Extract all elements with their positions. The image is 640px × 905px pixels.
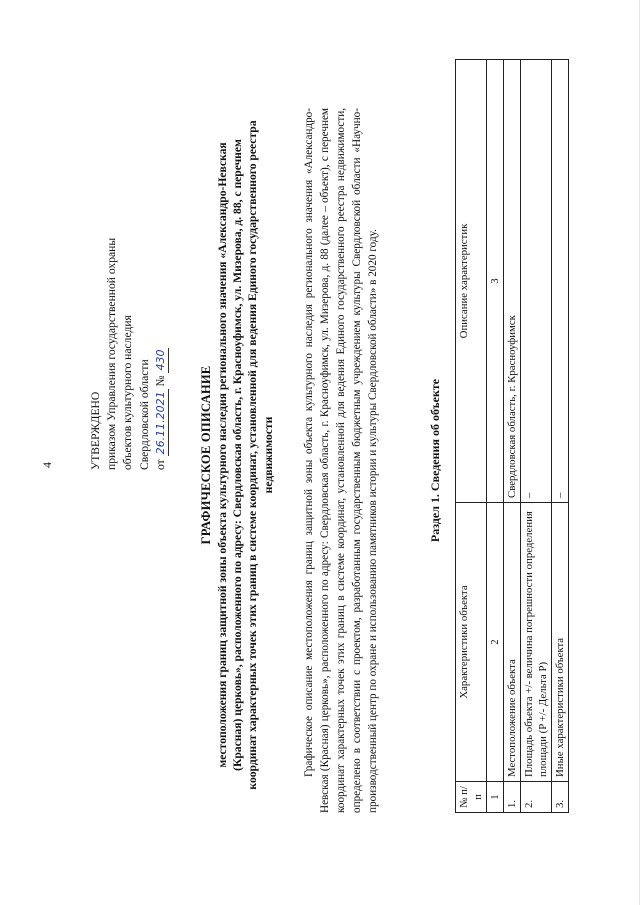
header-cell: Характеристики объекта [456, 503, 487, 782]
column-number: 1 [487, 782, 504, 813]
approval-line-2: объектов культурного наследия [121, 315, 135, 470]
object-info-table [455, 59, 569, 813]
row-description: Свердловская область, г. Красноуфимск [504, 60, 521, 503]
table-header-row [456, 60, 487, 813]
body-paragraph: Графическое описание местоположения границ защитной зоны объекта культурного наследия регионального значения «Александро-Невская (Красная) церковь», расположенного по адресу: Свердловская область, г. Красноуфимск, ул. Мизерова, д. 88 (далее – объект), с перечнем координат характерных точек этих границ в системе координат, установленной для ведения Единого государственного реестра недвижимости, определено в соответствии с проектом, разработанным государственным бюджетным учреждением культуры Свердловской области «Научно-производственный центр по охране и использованию памятников истории и культуры Свердловской области» в 2020 году. [303, 108, 379, 813]
header-cell: Описание характеристик [456, 60, 487, 503]
row-number: 2. [521, 782, 552, 813]
row-description: – [552, 60, 569, 503]
title-subtitle: местоположения границ защитной зоны объекта культурного наследия регионального значения «Александро-Невская (Красная) церковь», расположенного по адресу: Свердловская область, г. Красноуфимск, ул. Мизерова, д. 88, с перечнем координат характерных точек этих границ в системе координат, установленной для ведения Единого государственного реестра недвижимости [215, 120, 275, 790]
date-prefix: от [153, 459, 167, 470]
handwritten-number: 430 [153, 348, 169, 373]
approval-line-1: приказом Управления государственной охраны [105, 237, 119, 470]
column-number: 3 [487, 60, 504, 503]
row-characteristic: Площадь объекта +/- величина погрешности определения площади (P +/- Дельта P) [521, 503, 552, 782]
number-prefix: № [153, 375, 167, 387]
section-title: Раздел 1. Сведения об объекте [428, 378, 442, 543]
table-row [521, 60, 552, 813]
row-number: 3. [552, 782, 569, 813]
row-description: – [521, 60, 552, 503]
column-number: 2 [487, 503, 504, 782]
table-row [552, 60, 569, 813]
approval-line-3: Свердловской области [137, 359, 151, 470]
approval-heading: УТВЕРЖДЕНО [89, 391, 102, 470]
column-number-row [487, 60, 504, 813]
approval-block [88, 140, 169, 470]
header-cell: № п/п [456, 782, 487, 813]
row-characteristic: Местоположение объекта [504, 503, 521, 782]
document-title [198, 115, 276, 795]
row-number: 1. [504, 782, 521, 813]
table-row [504, 60, 521, 813]
page-number: 4 [40, 462, 54, 468]
row-characteristic: Иные характеристики объекта [552, 503, 569, 782]
title-main: ГРАФИЧЕСКОЕ ОПИСАНИЕ [199, 365, 213, 545]
approval-date-line [153, 140, 169, 470]
handwritten-date: 26.11.2021 [153, 389, 169, 456]
